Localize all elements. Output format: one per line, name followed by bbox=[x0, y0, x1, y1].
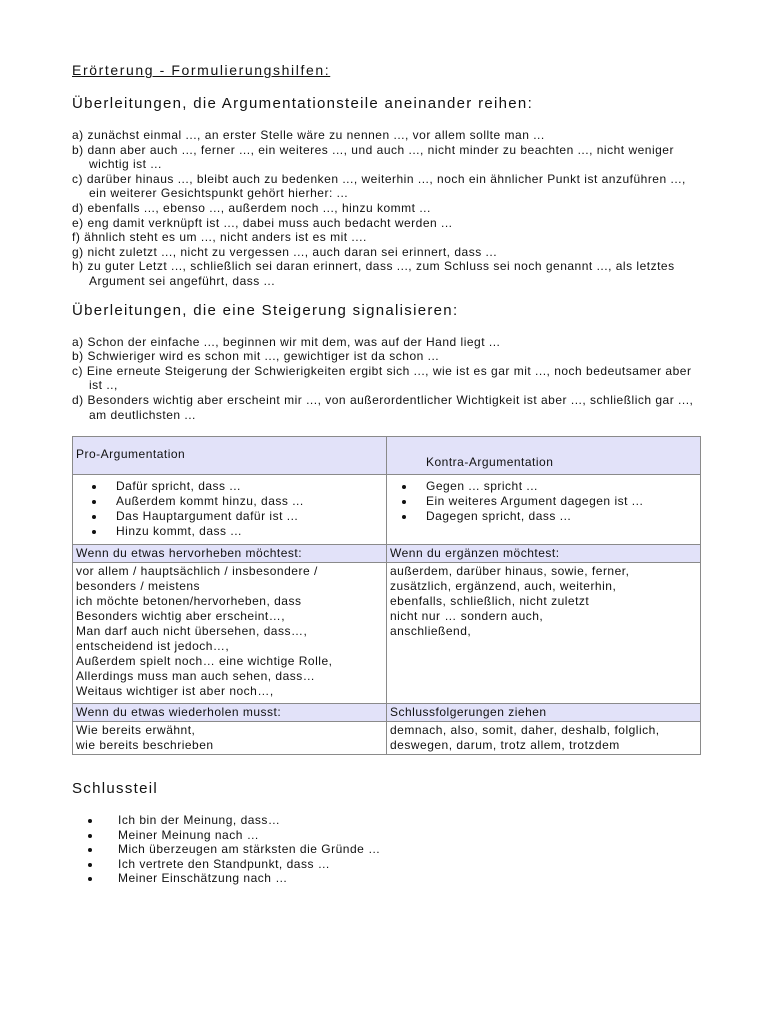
list-item: • Hinzu kommt, dass ... bbox=[106, 524, 383, 539]
list-item: • Meiner Einschätzung nach … bbox=[102, 871, 704, 886]
pro-heading-cell bbox=[73, 437, 387, 475]
repeat-cell bbox=[73, 722, 387, 755]
list-item: • Gegen ... spricht ... bbox=[416, 479, 697, 494]
list-item: g) nicht zuletzt ..., nicht zu vergessen ..., auch daran sei erinnert, dass ... bbox=[72, 244, 498, 259]
text-line: wie bereits beschrieben bbox=[76, 738, 214, 753]
text-line: nicht nur … sondern auch, bbox=[390, 609, 544, 624]
list-item: • Außerdem kommt hinzu, dass ... bbox=[106, 494, 383, 509]
list-item: f) ähnlich steht es um ..., nicht anders ist es mit .... bbox=[72, 230, 367, 245]
phrases-table bbox=[72, 436, 701, 755]
text-line: Besonders wichtig aber erscheint…, bbox=[76, 609, 286, 624]
list-item: • Dafür spricht, dass ... bbox=[106, 479, 383, 494]
text-line: zusätzlich, ergänzend, auch, weiterhin, bbox=[390, 579, 617, 594]
conclude-cell bbox=[387, 722, 701, 755]
table-row bbox=[73, 437, 701, 475]
list-item: a) Schon der einfache ..., beginnen wir mit dem, was auf der Hand liegt ... bbox=[72, 334, 501, 349]
list-item: • Mich überzeugen am stärksten die Gründe … bbox=[102, 842, 704, 857]
section-heading-closing: Schlussteil bbox=[72, 780, 158, 798]
text-line: Außerdem spielt noch… eine wichtige Rolle, bbox=[76, 654, 333, 669]
text-line: ebenfalls, schließlich, nicht zuletzt bbox=[390, 594, 590, 609]
transition-list bbox=[72, 128, 704, 289]
contra-cell bbox=[387, 475, 701, 545]
text-line: anschließend, bbox=[390, 624, 472, 639]
list-item: b) Schwieriger wird es schon mit ..., gewichtiger ist da schon ... bbox=[72, 349, 440, 364]
section-heading-escalation: Überleitungen, die eine Steigerung signalisieren: bbox=[72, 301, 459, 319]
pro-cell bbox=[73, 475, 387, 545]
repeat-heading: Wenn du etwas wiederholen musst: bbox=[73, 704, 387, 722]
table-row bbox=[73, 545, 701, 563]
list-item: d) ebenfalls ..., ebenso ..., außerdem noch ..., hinzu kommt ... bbox=[72, 200, 431, 215]
document-content bbox=[72, 60, 704, 886]
text-line: entscheidend ist jedoch…, bbox=[76, 639, 230, 654]
conclude-heading: Schlussfolgerungen ziehen bbox=[387, 704, 701, 722]
text-line: ich möchte betonen/hervorheben, dass bbox=[76, 594, 302, 609]
contra-heading-cell bbox=[387, 437, 701, 475]
add-cell bbox=[387, 563, 701, 704]
list-item: • Meiner Meinung nach … bbox=[102, 828, 704, 843]
list-item: • Ich bin der Meinung, dass… bbox=[102, 813, 704, 828]
list-item: h) zu guter Letzt ..., schließlich sei daran erinnert, dass ..., zum Schluss sei noch genannt ..., als letztes Argument sei angeführt, dass ... bbox=[72, 259, 675, 288]
contra-list bbox=[390, 479, 697, 524]
list-item: b) dann aber auch ..., ferner ..., ein weiteres ..., und auch ..., nicht minder zu beachten ..., nicht weniger wichtig ist ... bbox=[72, 142, 674, 172]
contra-heading: Kontra-Argumentation bbox=[426, 455, 554, 470]
text-line: außerdem, darüber hinaus, sowie, ferner, bbox=[390, 564, 630, 579]
add-heading: Wenn du ergänzen möchtest: bbox=[387, 545, 701, 563]
text-line: Man darf auch nicht übersehen, dass…, bbox=[76, 624, 308, 639]
text-line: deswegen, darum, trotz allem, trotzdem bbox=[390, 738, 620, 753]
list-item: • Dagegen spricht, dass ... bbox=[416, 509, 697, 524]
list-item: d) Besonders wichtig aber erscheint mir ..., von außerordentlicher Wichtigkeit ist aber ..., schließlich gar ..., am deutlichsten ... bbox=[72, 392, 694, 422]
list-item: c) Eine erneute Steigerung der Schwierigkeiten ergibt sich ..., wie ist es gar mit ..., noch bedeutsamer aber ist .., bbox=[72, 363, 692, 393]
list-item: a) zunächst einmal ..., an erster Stelle wäre zu nennen ..., vor allem sollte man ... bbox=[72, 128, 545, 142]
list-item: • Ich vertrete den Standpunkt, dass … bbox=[102, 857, 704, 872]
table-row bbox=[73, 704, 701, 722]
list-item: • Ein weiteres Argument dagegen ist ... bbox=[416, 494, 697, 509]
text-line: Wie bereits erwähnt, bbox=[76, 723, 196, 738]
escalation-list bbox=[72, 335, 704, 423]
document-title: Erörterung - Formulierungshilfen: bbox=[72, 62, 331, 78]
pro-list bbox=[76, 479, 383, 539]
list-item: e) eng damit verknüpft ist ..., dabei muss auch bedacht werden ... bbox=[72, 215, 453, 230]
emphasize-cell bbox=[73, 563, 387, 704]
text-line: Weitaus wichtiger ist aber noch…, bbox=[76, 684, 274, 699]
table-row bbox=[73, 563, 701, 704]
emphasize-heading: Wenn du etwas hervorheben möchtest: bbox=[73, 545, 387, 563]
table-row bbox=[73, 475, 701, 545]
text-line: Allerdings muss man auch sehen, dass… bbox=[76, 669, 316, 684]
table-row bbox=[73, 722, 701, 755]
list-item: c) darüber hinaus ..., bleibt auch zu bedenken ..., weiterhin ..., noch ein ähnlicher Punkt ist anzuführen ..., ein weiterer Gesichtspunkt gehört hierher: ... bbox=[72, 171, 686, 201]
section-heading-transitions: Überleitungen, die Argumentationsteile aneinander reihen: bbox=[72, 95, 534, 112]
text-line: vor allem / hauptsächlich / insbesondere / bbox=[76, 564, 318, 579]
list-item: • Das Hauptargument dafür ist ... bbox=[106, 509, 383, 524]
text-line: demnach, also, somit, daher, deshalb, folglich, bbox=[390, 723, 660, 738]
closing-list bbox=[72, 813, 704, 886]
pro-heading: Pro-Argumentation bbox=[76, 447, 186, 462]
text-line: besonders / meistens bbox=[76, 579, 201, 594]
